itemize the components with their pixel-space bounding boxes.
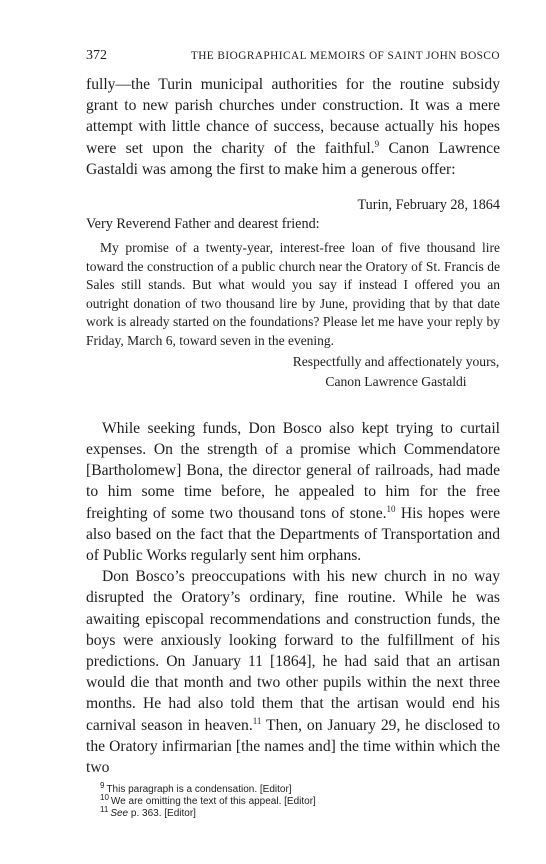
footnote-see: See [110, 808, 129, 820]
footnote-number: 11 [100, 804, 109, 814]
paragraph-text: Don Bosco’s preoccupations with his new church in no way disrupted the Oratory’s ordinary, fine routine. While he was awaiting episcopal recommendations and construction funds, the boys were anxiously looking forward to the fulfillment of his predictions. On January 11 [1864], he had said that an artisan would die that month and two other pupils within the next three months. He had also told them that the artisan would end his carnival season in heaven. [86, 568, 500, 734]
quoted-letter [86, 196, 500, 392]
footnote-9 [100, 780, 500, 796]
footnote-ref-11: 11 [252, 715, 262, 726]
paragraph-text: fully—the Turin municipal authorities for the routine subsidy grant to new parish churches under construction. It was a mere attempt with little chance of success, because actually his hopes were set upon the charity of the faithful. [86, 76, 500, 157]
running-title: THE BIOGRAPHICAL MEMOIRS OF SAINT JOHN BOSCO [190, 50, 500, 62]
footnote-text: p. 363. [Editor] [128, 808, 196, 820]
footnote-11 [100, 804, 500, 820]
paragraph-predictions [86, 566, 500, 778]
footnote-ref-10: 10 [386, 503, 396, 514]
book-page [86, 48, 500, 820]
paragraph-text: Then, on January 29, he disclosed to the Oratory infirmarian [the names and] the time within which the two [86, 716, 500, 777]
letter-salutation: Very Reverend Father and dearest friend: [86, 216, 320, 233]
footnote-number: 10 [100, 792, 109, 802]
paragraph-text: Canon Lawrence Gastaldi was among the first to make him a generous offer: [86, 139, 500, 178]
letter-date: Turin, February 28, 1864 [357, 197, 500, 214]
page-number: 372 [86, 48, 107, 63]
paragraph-funds [86, 418, 500, 566]
letter-signature: Canon Lawrence Gastaldi [325, 374, 467, 390]
paragraph-opening [86, 74, 500, 180]
paragraph-text: His hopes were also based on the fact that the Departments of Transportation and of Public Works regularly sent him orphans. [86, 504, 500, 564]
footnote-10 [100, 792, 500, 808]
letter-closing: Respectfully and affectionately yours, [292, 353, 500, 369]
page-header [86, 48, 500, 68]
footnotes [86, 780, 500, 820]
footnote-text: We are omitting the text of this appeal. [Editor] [110, 796, 316, 808]
footnote-number: 9 [100, 780, 105, 790]
paragraph-text: While seeking funds, Don Bosco also kept trying to curtail expenses. On the strength of a promise which Commendatore [Bartholomew] Bona, the director general of railroads, had made to him some time before, he appealed to him for the free freighting of some two thousand tons of stone. [86, 419, 500, 522]
footnote-text: This paragraph is a condensation. [Editor] [106, 784, 292, 796]
footnote-ref-9: 9 [374, 138, 380, 149]
letter-body: My promise of a twenty-year, interest-free loan of five thousand lire toward the construction of a public church near the Oratory of St. Francis de Sales still stands. But what would you say if instead I offered you an outright donation of two thousand lire by June, providing that by that date work is already started on the foundations? Please let me have your reply by Friday, March 6, toward seven in the evening. [86, 240, 500, 348]
